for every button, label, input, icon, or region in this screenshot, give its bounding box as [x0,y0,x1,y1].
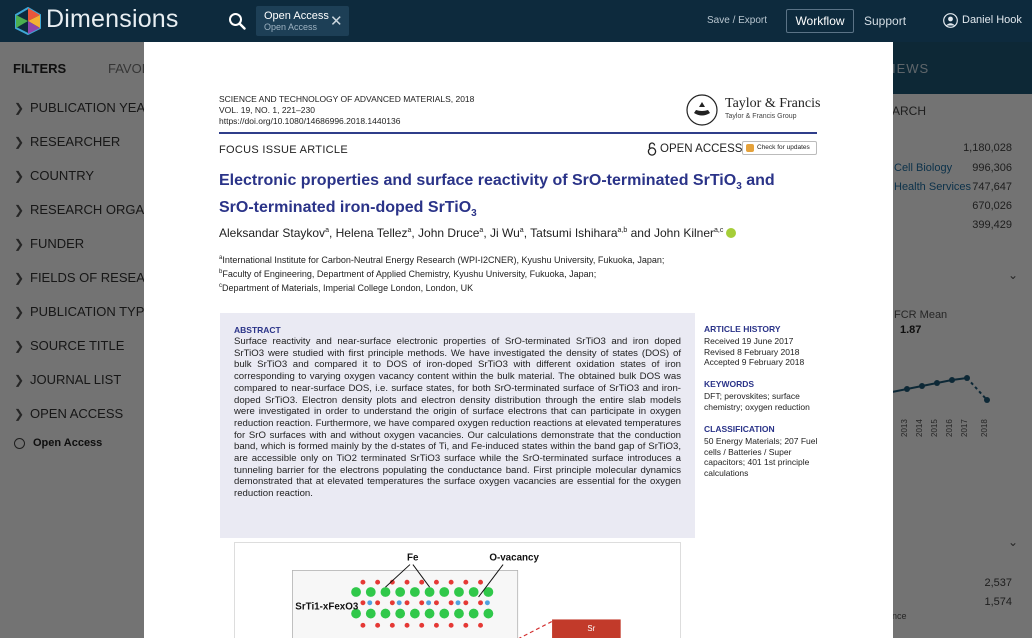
dimensions-logo-icon[interactable] [14,7,42,35]
journal-info [219,94,474,127]
abstract-text: Surface reactivity and near-surface electronic properties of SrO-terminated SrTiO3 and iron doped SrTiO3 were studied with first principle methods. We have investigated the density of states (DOS) of bulk SrTiO3 and compared it to DOS of iron-doped SrTiO3 with different oxidation states of iron corresponding to varying oxygen vacancy content within the bulk material. The obtained bulk DOS was compared to near-surface DOS, i.e. surface states, for both SrO-terminated surface of SrTiO3 and iron-doped SrTiO3. Electron density plots and electron density distribution through the entire slab models were investigated in order to understand the origin of surface electrons that can participate in oxygen reduction reaction. Furthermore, we have compared oxygen reduction reactions at elevated temperatures for SrO surfaces with and without oxygen vacancies. Our calculations demonstrate that the conduction band, which is formed mainly by the d-states of Ti, and Fe-induced states within the band gap of SrTiO3, are accessible only on TiO2 terminated SrTiO3 surface while the SrO-terminated surface introduces a tunneling barrier for the electrons populating the conductance band. First principle molecular dynamics demonstrated that at elevated temperatures the surface oxygen vacancies are essential for the oxygen reduction reaction. [234,336,681,500]
publisher-name: Taylor & Francis [725,96,821,111]
author-name[interactable]: Aleksandar Staykov [219,226,326,240]
open-access-lock-icon [647,142,657,156]
publisher-group: Taylor & Francis Group [725,113,797,120]
figure-label-fe: Fe [407,552,419,564]
affiliation: $^c$Department of Materials, Imperial College London, London, UK [219,283,474,293]
author-list: Aleksandar Staykov$^a$, Helena Tellez$^a$, John Druce$^a$, Ji Wu$^a$, Tatsumi Ishihara$^{a,b}$ and John Kilner$^{a,c}$ [219,226,736,240]
doi-link[interactable]: https://doi.org/10.1080/14686996.2018.1440136 [219,116,401,126]
author-name[interactable]: John Druce [418,226,480,240]
keywords-text: DFT; perovskites; surface chemistry; oxygen reduction [704,391,810,412]
crossmark-icon [746,144,754,152]
author-name[interactable]: Helena Tellez [335,226,408,240]
close-icon[interactable]: ✕ [330,13,343,30]
article-title: Electronic properties and surface reactivity of SrO-terminated SrTiO$_3$ and SrO-terminated iron-doped SrTiO$_3$ [219,172,775,220]
support-link[interactable]: Support [864,14,907,28]
check-for-updates-button[interactable] [742,141,817,155]
header-divider [219,132,817,134]
abstract-heading: ABSTRACT [234,325,281,335]
author-name[interactable]: Ji Wu [490,226,520,240]
check-updates-label: Check for updates [757,144,810,151]
search-icon[interactable] [228,12,246,30]
user-name[interactable]: Daniel Hook [962,14,1022,26]
affiliation: $^b$Faculty of Engineering, Department of Applied Chemistry, Kyushu University, Fukuoka, Japan; [219,269,597,279]
top-bar [0,0,1032,42]
workflow-button[interactable]: Workflow [786,9,854,33]
author-name[interactable]: Tatsumi Ishihara [530,226,618,240]
app-title[interactable]: Dimensions [46,5,179,33]
orcid-icon[interactable] [726,228,736,238]
open-access-label: OPEN ACCESS [660,143,743,155]
abstract-box [220,313,695,538]
chip-title: Open Access [264,10,329,22]
figure-label-sr: Sr [587,624,596,634]
affiliations [219,252,664,294]
user-avatar-icon[interactable] [943,13,958,28]
article-history-heading: ARTICLE HISTORY [704,324,781,334]
figure-label-o-vacancy: O-vacancy [489,552,539,564]
publisher-logo-icon [686,94,718,126]
search-filter-chip[interactable] [256,6,349,36]
classification-heading: CLASSIFICATION [704,424,775,434]
graphical-abstract-figure [234,542,681,638]
journal-name: SCIENCE AND TECHNOLOGY OF ADVANCED MATERIALS, 2018 [219,94,475,104]
affiliation: $^a$International Institute for Carbon-Neutral Energy Research (WPI-I2CNER), Kyushu University, Fukuoka, Japan; [219,255,665,265]
article-history: Received 19 June 2017 Revised 8 February 2018 Accepted 9 February 2018 [704,336,805,367]
article-type: FOCUS ISSUE ARTICLE [219,144,348,156]
classification-text: 50 Energy Materials; 207 Fuel cells / Batteries / Super capacitors; 401 1st principle calculations [704,436,818,478]
figure-label-formula: SrTi1-xFexO3 [295,601,359,613]
author-name[interactable]: John Kilner [653,226,715,240]
chip-subtitle: Open Access [264,22,318,32]
keywords-heading: KEYWORDS [704,379,755,389]
journal-volume: VOL. 19, NO. 1, 221–230 [219,105,315,115]
article-preview-modal [144,42,893,638]
save-export-link[interactable]: Save / Export [707,15,768,26]
